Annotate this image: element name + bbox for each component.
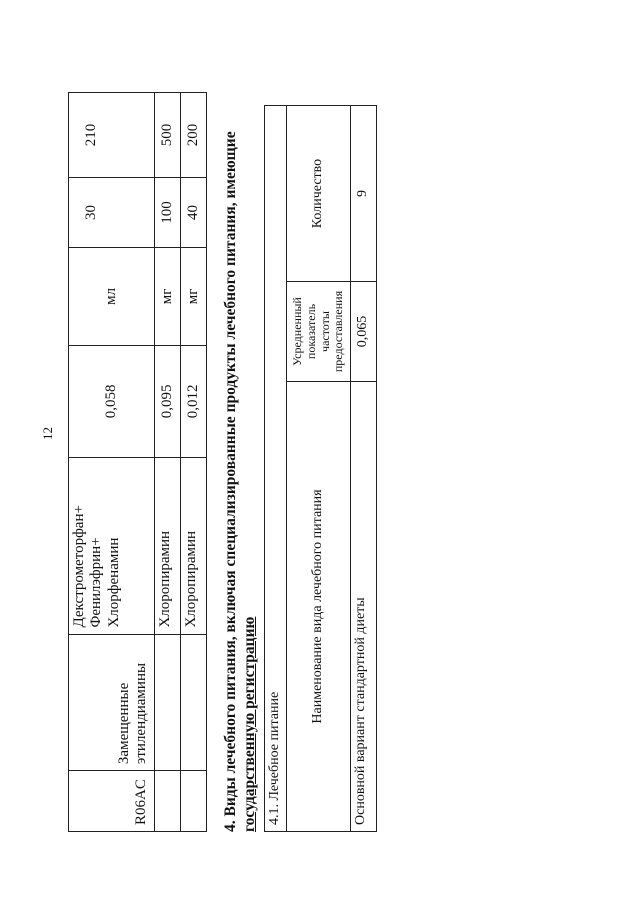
nutrition-table-title: 4.1. Лечебное питание [265, 106, 287, 832]
table-row [265, 106, 287, 832]
rotated-page-content [0, 92, 640, 922]
header-name-cell: Наименование вида лечебного питания [287, 382, 351, 832]
unit-cell: мг [155, 248, 181, 346]
section-heading-text: 4. Виды лечебного питания, включая специализированные продукты лечебного питания, имеющие [222, 131, 239, 832]
course-dose-cell: 210 [69, 93, 155, 178]
atc-code-cell [181, 771, 207, 832]
section-heading-underlined: государственную регистрацию [240, 616, 258, 832]
table-row [351, 106, 377, 832]
frequency-cell: 0,095 [155, 345, 181, 457]
header-quantity-cell: Количество [287, 106, 351, 282]
drug-name-cell: Хлоропирамин [155, 458, 181, 634]
drug-group-cell: Замещенные этилендиамины [69, 634, 155, 771]
diet-frequency-cell: 0,065 [351, 282, 377, 382]
table-row [69, 93, 155, 832]
diet-name-cell: Основной вариант стандартной диеты [351, 382, 377, 832]
daily-dose-cell: 100 [155, 177, 181, 247]
diet-quantity-cell: 9 [351, 106, 377, 282]
frequency-cell: 0,012 [181, 345, 207, 457]
drug-table [68, 92, 207, 832]
atc-code-cell: R06AC [69, 771, 155, 832]
header-frequency-cell: Усредненный показатель частоты предоставления [287, 282, 351, 382]
table-row [287, 106, 351, 832]
daily-dose-cell: 30 [69, 177, 155, 247]
table-row [181, 93, 207, 832]
drug-name-cell: Хлоропирамин [181, 458, 207, 634]
drug-name-cell: Декстрометорфан+ Фенилэфрин+ Хлорфенамин [69, 458, 155, 634]
unit-cell: мл [69, 248, 155, 346]
atc-code-cell [155, 771, 181, 832]
drug-group-cell [181, 634, 207, 771]
page-number: 12 [40, 427, 55, 440]
course-dose-cell: 500 [155, 93, 181, 178]
course-dose-cell: 200 [181, 93, 207, 178]
section-heading [222, 102, 259, 832]
unit-cell: мг [181, 248, 207, 346]
nutrition-table [264, 105, 377, 832]
frequency-cell: 0,058 [69, 345, 155, 457]
drug-group-cell [155, 634, 181, 771]
daily-dose-cell: 40 [181, 177, 207, 247]
table-row [155, 93, 181, 832]
